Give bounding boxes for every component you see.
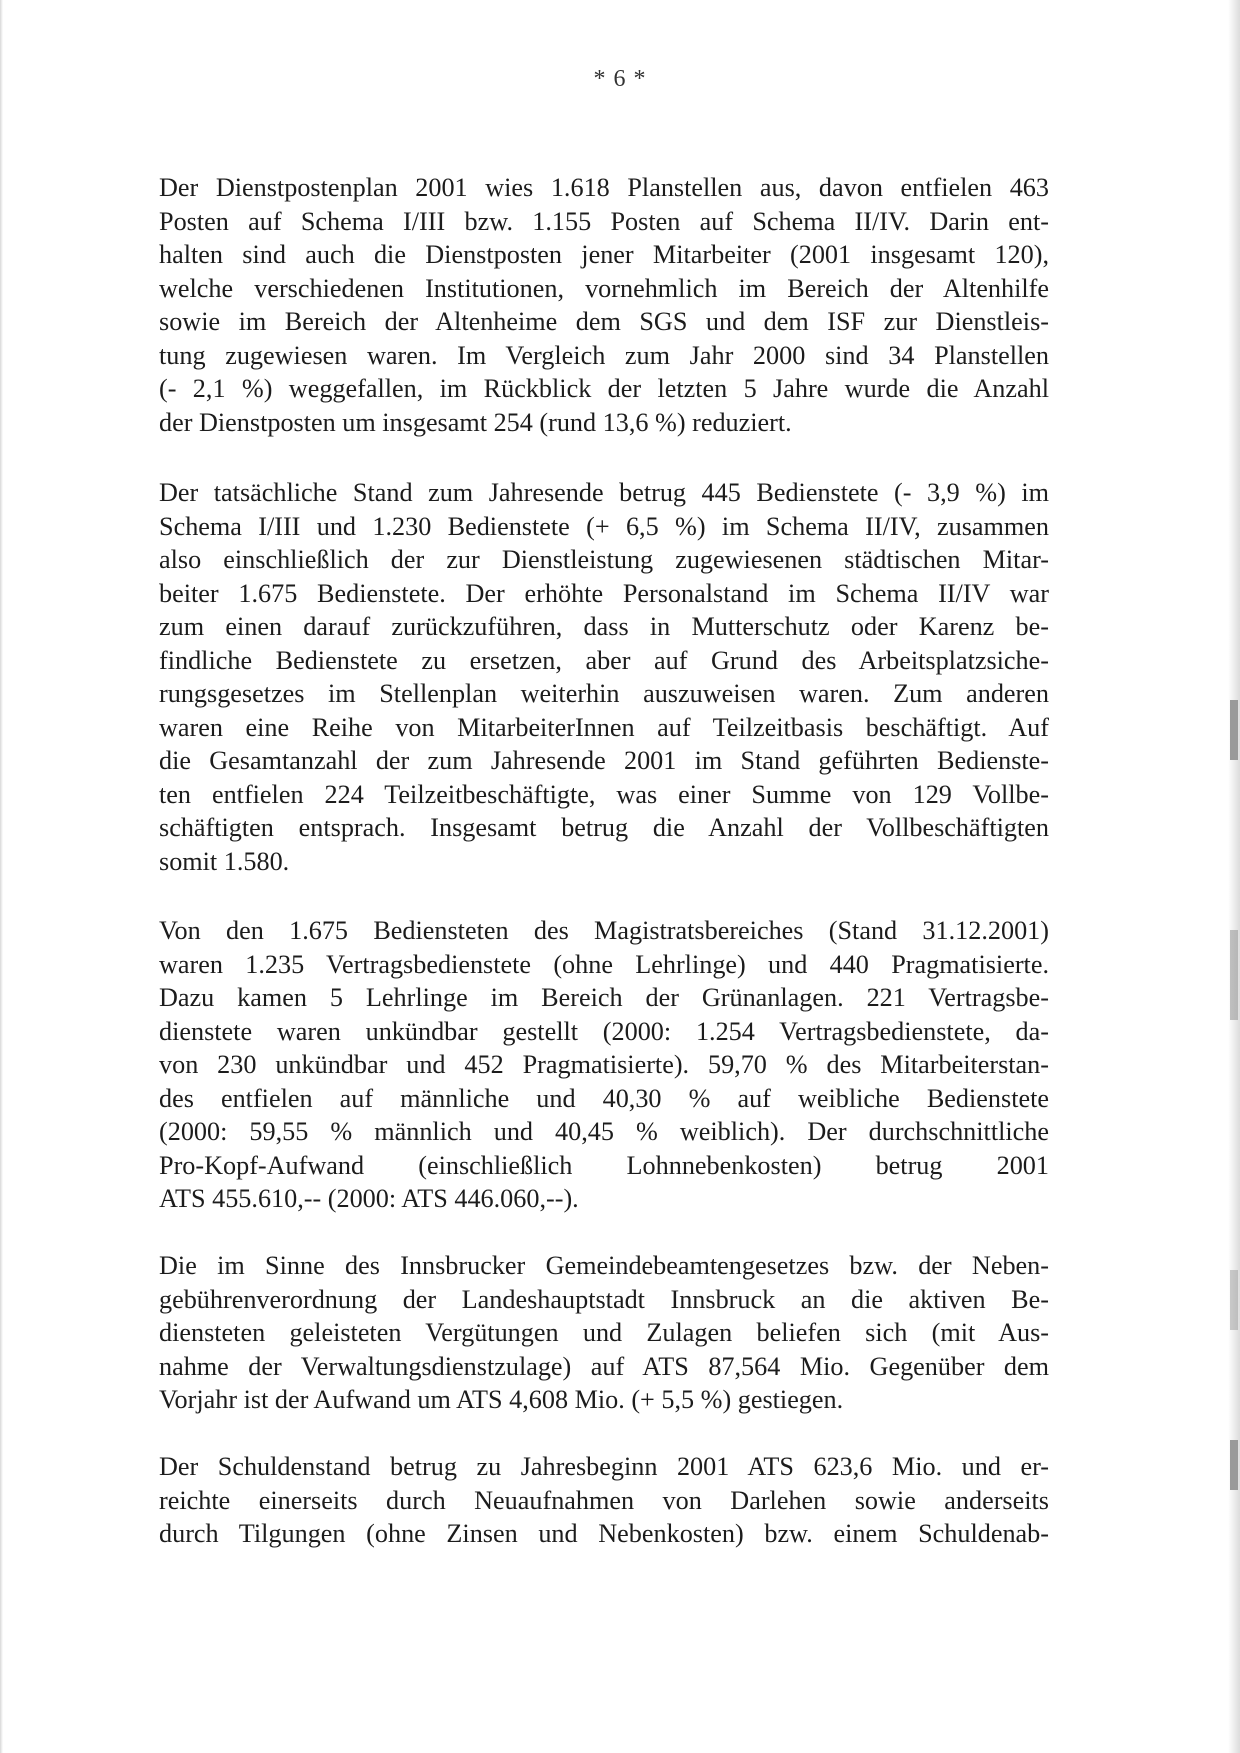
text-line: findliche Bedienstete zu ersetzen, aber auf Grund des Arbeitsplatzsiche- [159, 645, 1049, 675]
text-line: also einschließlich der zur Dienstleistung zugewiesenen städtischen Mitar- [159, 545, 1049, 574]
text-line: waren 1.235 Vertragsbedienstete (ohne Lehrlinge) und 440 Pragmatisierte. [159, 949, 1049, 979]
scan-edge-left [0, 0, 3, 1753]
text-line: sowie im Bereich der Altenheime dem SGS und dem ISF zur Dienstleis- [159, 307, 1049, 336]
text-line: Von den 1.675 Bediensteten des Magistratsbereiches (Stand 31.12.2001) [159, 916, 1049, 945]
scan-mark [1230, 700, 1238, 760]
text-line: beiter 1.675 Bedienstete. Der erhöhte Personalstand im Schema II/IV war [159, 578, 1049, 608]
paragraph-4 [159, 1249, 1049, 1417]
text-line: gebührenverordnung der Landeshauptstadt Innsbruck an die aktiven Be- [159, 1284, 1049, 1314]
text-line: somit 1.580. [159, 846, 290, 876]
text-line: ATS 455.610,-- (2000: ATS 446.060,--). [159, 1184, 579, 1213]
text-line: Vorjahr ist der Aufwand um ATS 4,608 Mio. (+ 5,5 %) gestiegen. [159, 1385, 844, 1414]
text-line: dienstete waren unkündbar gestellt (2000: 1.254 Vertragsbedienstete, da- [159, 1016, 1049, 1046]
text-line: von 230 unkündbar und 452 Pragmatisierte). 59,70 % des Mitarbeiterstan- [159, 1050, 1049, 1079]
text-line: des entfielen auf männliche und 40,30 % auf weibliche Bedienstete [159, 1083, 1049, 1113]
scan-edge-right [1228, 0, 1240, 1753]
text-line: (2000: 59,55 % männlich und 40,45 % weiblich). Der durchschnittliche [159, 1117, 1049, 1146]
text-line: der Dienstposten um insgesamt 254 (rund 13,6 %) reduziert. [159, 407, 792, 437]
text-line: (- 2,1 %) weggefallen, im Rückblick der letzten 5 Jahre wurde die Anzahl [159, 374, 1049, 403]
paragraph-3 [159, 914, 1049, 1216]
paragraph-2 [159, 476, 1049, 878]
text-line: Der Schuldenstand betrug zu Jahresbeginn 2001 ATS 623,6 Mio. und er- [159, 1452, 1049, 1481]
scan-mark [1230, 1440, 1238, 1490]
page-number: * 6 * [593, 66, 647, 92]
text-line: schäftigten entsprach. Insgesamt betrug die Anzahl der Vollbeschäftigten [159, 813, 1049, 842]
paragraph-5 [159, 1450, 1049, 1551]
text-line: diensteten geleisteten Vergütungen und Zulagen beliefen sich (mit Aus- [159, 1318, 1049, 1347]
text-line: waren eine Reihe von MitarbeiterInnen auf Teilzeitbasis beschäftigt. Auf [159, 712, 1049, 742]
text-line: nahme der Verwaltungsdienstzulage) auf ATS 87,564 Mio. Gegenüber dem [159, 1351, 1049, 1381]
text-line: Dazu kamen 5 Lehrlinge im Bereich der Grünanlagen. 221 Vertragsbe- [159, 983, 1049, 1012]
paragraph-1 [159, 171, 1049, 439]
text-line: tung zugewiesen waren. Im Vergleich zum Jahr 2000 sind 34 Planstellen [159, 340, 1049, 370]
text-line: welche verschiedenen Institutionen, vornehmlich im Bereich der Altenhilfe [159, 273, 1049, 303]
text-line: rungsgesetzes im Stellenplan weiterhin auszuweisen waren. Zum anderen [159, 679, 1049, 708]
text-line: durch Tilgungen (ohne Zinsen und Nebenkosten) bzw. einem Schuldenab- [159, 1519, 1049, 1548]
text-line: ten entfielen 224 Teilzeitbeschäftigte, was einer Summe von 129 Vollbe- [159, 779, 1049, 809]
text-line: die Gesamtanzahl der zum Jahresende 2001 im Stand geführten Bedienste- [159, 746, 1049, 775]
scan-mark [1230, 930, 1238, 1020]
scan-mark [1230, 1270, 1238, 1330]
text-line: zum einen darauf zurückzuführen, dass in Mutterschutz oder Karenz be- [159, 612, 1049, 641]
text-line: Der tatsächliche Stand zum Jahresende betrug 445 Bedienstete (- 3,9 %) im [159, 478, 1049, 507]
text-line: reichte einerseits durch Neuaufnahmen von Darlehen sowie anderseits [159, 1485, 1049, 1515]
text-line: Posten auf Schema I/III bzw. 1.155 Posten auf Schema II/IV. Darin ent- [159, 206, 1049, 236]
text-line: Pro-Kopf-Aufwand (einschließlich Lohnnebenkosten) betrug 2001 [159, 1150, 1049, 1180]
text-line: halten sind auch die Dienstposten jener Mitarbeiter (2001 insgesamt 120), [159, 240, 1049, 269]
text-line: Der Dienstpostenplan 2001 wies 1.618 Planstellen aus, davon entfielen 463 [159, 173, 1049, 202]
text-line: Die im Sinne des Innsbrucker Gemeindebeamtengesetzes bzw. der Neben- [159, 1251, 1049, 1280]
text-line: Schema I/III und 1.230 Bedienstete (+ 6,5 %) im Schema II/IV, zusammen [159, 511, 1049, 541]
